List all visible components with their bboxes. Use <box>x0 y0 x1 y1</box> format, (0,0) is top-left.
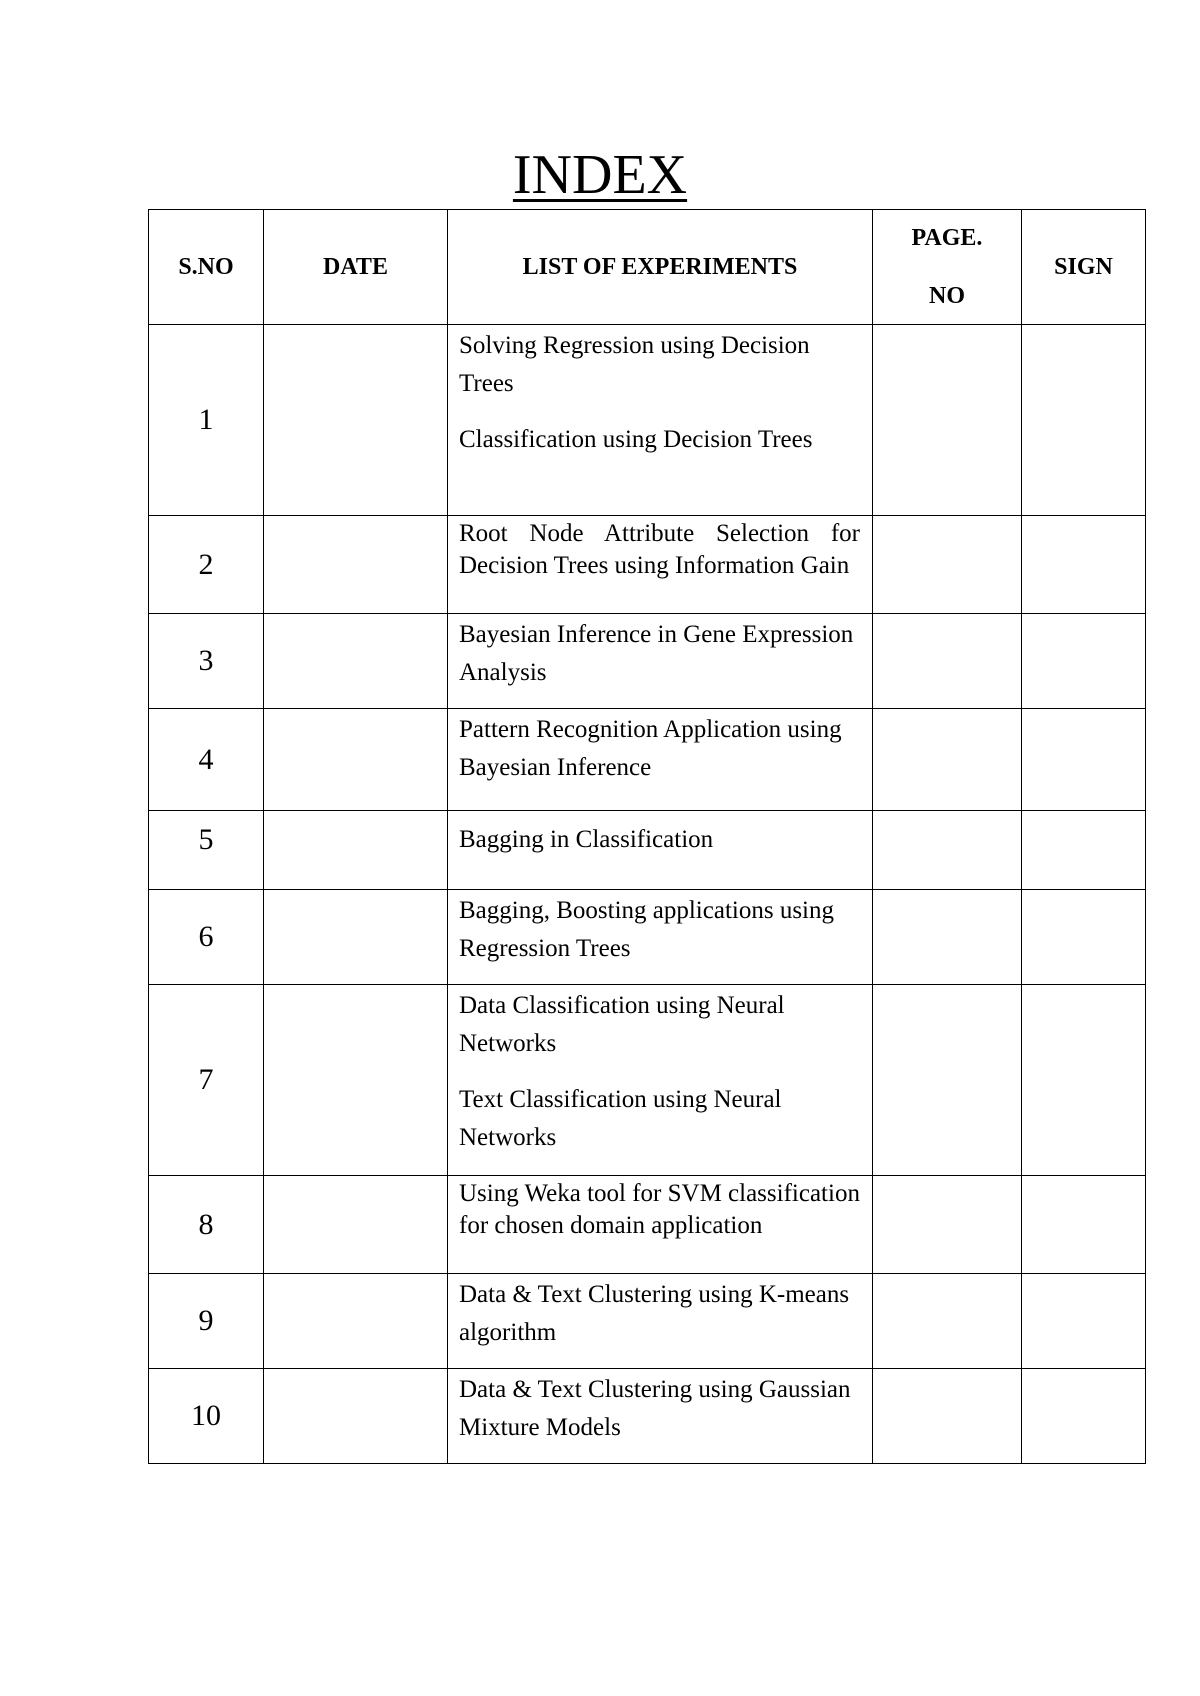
table-row <box>149 1176 1146 1274</box>
row-page-cell[interactable] <box>873 890 1022 985</box>
experiment-text: Bayesian Inference in Gene Expression Analysis <box>459 621 854 686</box>
row-sign-cell[interactable] <box>1022 985 1146 1176</box>
experiment-text: Solving Regression using Decision Trees <box>459 332 810 397</box>
index-table <box>148 209 1146 1464</box>
row-experiment <box>448 325 873 516</box>
table-row <box>149 1369 1146 1464</box>
header-page-no <box>873 210 1022 325</box>
header-sno: S.NO <box>149 210 264 325</box>
row-sign-cell[interactable] <box>1022 614 1146 709</box>
experiment-text: Bagging in Classification <box>459 826 714 853</box>
row-date-cell[interactable] <box>264 516 448 614</box>
row-page-cell[interactable] <box>873 1176 1022 1274</box>
table-row <box>149 985 1146 1176</box>
row-sno: 7 <box>149 985 264 1176</box>
row-sign-cell[interactable] <box>1022 325 1146 516</box>
row-sno: 6 <box>149 890 264 985</box>
row-date-cell[interactable] <box>264 1369 448 1464</box>
row-date-cell[interactable] <box>264 811 448 890</box>
row-sign-cell[interactable] <box>1022 811 1146 890</box>
row-sign-cell[interactable] <box>1022 1274 1146 1369</box>
row-page-cell[interactable] <box>873 1369 1022 1464</box>
row-date-cell[interactable] <box>264 709 448 811</box>
header-sign: SIGN <box>1022 210 1146 325</box>
table-row <box>149 614 1146 709</box>
row-experiment <box>448 1274 873 1369</box>
row-date-cell[interactable] <box>264 614 448 709</box>
table-row <box>149 890 1146 985</box>
row-page-cell[interactable] <box>873 1274 1022 1369</box>
row-experiment <box>448 614 873 709</box>
row-sign-cell[interactable] <box>1022 890 1146 985</box>
row-sno: 2 <box>149 516 264 614</box>
row-page-cell[interactable] <box>873 614 1022 709</box>
row-sign-cell[interactable] <box>1022 1176 1146 1274</box>
table-row <box>149 516 1146 614</box>
row-page-cell[interactable] <box>873 325 1022 516</box>
page-title-text: INDEX <box>512 144 688 206</box>
experiment-text: Data & Text Clustering using Gaussian Mixture Models <box>459 1376 851 1441</box>
row-page-cell[interactable] <box>873 985 1022 1176</box>
row-sign-cell[interactable] <box>1022 1369 1146 1464</box>
row-page-cell[interactable] <box>873 516 1022 614</box>
row-date-cell[interactable] <box>264 890 448 985</box>
experiment-text: Classification using Decision Trees <box>459 426 813 453</box>
experiment-text: Text Classification using Neural Networks <box>459 1086 782 1151</box>
experiment-text: Bagging, Boosting applications using Regression Trees <box>459 897 834 962</box>
experiment-text: Pattern Recognition Application using Bayesian Inference <box>459 716 842 781</box>
row-experiment <box>448 1369 873 1464</box>
experiment-text: Using Weka tool for SVM classification for chosen domain application <box>459 1180 860 1239</box>
experiment-text: Data & Text Clustering using K-means algorithm <box>459 1281 850 1346</box>
row-experiment <box>448 890 873 985</box>
row-sno: 1 <box>149 325 264 516</box>
row-sno: 3 <box>149 614 264 709</box>
table-row <box>149 709 1146 811</box>
row-sno: 4 <box>149 709 264 811</box>
row-date-cell[interactable] <box>264 1274 448 1369</box>
row-experiment <box>448 709 873 811</box>
page-title <box>0 143 1200 207</box>
experiment-text: Data Classification using Neural Networks <box>459 992 785 1057</box>
row-date-cell[interactable] <box>264 325 448 516</box>
row-page-cell[interactable] <box>873 709 1022 811</box>
row-sno: 9 <box>149 1274 264 1369</box>
table-row <box>149 1274 1146 1369</box>
header-date: DATE <box>264 210 448 325</box>
experiment-text: Root Node Attribute Selection for Decision Trees using Information Gain <box>459 520 860 579</box>
row-date-cell[interactable] <box>264 1176 448 1274</box>
row-experiment <box>448 811 873 890</box>
row-sno: 5 <box>149 811 264 890</box>
row-experiment <box>448 516 873 614</box>
header-page-no-line2: NO <box>929 283 965 309</box>
table-row <box>149 325 1146 516</box>
header-page-no-line1: PAGE. <box>911 225 983 251</box>
row-experiment <box>448 1176 873 1274</box>
row-sno: 10 <box>149 1369 264 1464</box>
row-sign-cell[interactable] <box>1022 516 1146 614</box>
row-sign-cell[interactable] <box>1022 709 1146 811</box>
header-experiments: LIST OF EXPERIMENTS <box>448 210 873 325</box>
row-page-cell[interactable] <box>873 811 1022 890</box>
row-date-cell[interactable] <box>264 985 448 1176</box>
table-header-row <box>149 210 1146 325</box>
row-sno: 8 <box>149 1176 264 1274</box>
table-row <box>149 811 1146 890</box>
row-experiment <box>448 985 873 1176</box>
